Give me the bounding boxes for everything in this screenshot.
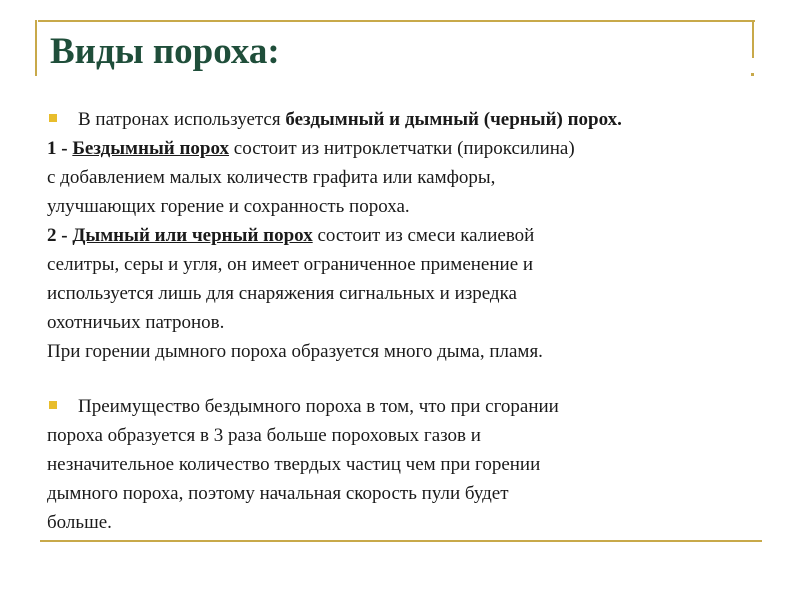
bullet-line-2 <box>47 392 767 421</box>
term-smokeless-powder: Бездымный порох <box>72 138 230 159</box>
text-line: используется лишь для снаряжения сигнальных и изредка <box>47 283 517 304</box>
text-line <box>47 134 767 163</box>
bullet-square-icon <box>49 401 57 409</box>
frame-corner-dot <box>751 73 754 76</box>
bullet-square-icon <box>49 114 57 122</box>
text-line: улучшающих горение и сохранность пороха. <box>47 196 410 217</box>
list-number: 2 - <box>47 225 73 246</box>
paragraph-spacer <box>47 366 767 392</box>
text-line: незначительное количество твердых частиц чем при горении <box>47 454 541 475</box>
text-line: пороха образуется в 3 раза больше пороховых газов и <box>47 425 481 446</box>
frame-top-line <box>38 20 755 22</box>
text-line: охотничьих патронов. <box>47 312 225 333</box>
frame-right-line <box>752 20 754 58</box>
text-line: с добавлением малых количеств графита или камфоры, <box>47 167 496 188</box>
text-segment: В патронах используется <box>78 109 286 130</box>
text-segment: состоит из нитроклетчатки (пироксилина) <box>229 138 575 159</box>
frame-bottom-line <box>40 540 762 542</box>
term-black-powder: Дымный или черный порох <box>72 225 313 246</box>
text-line: дымного пороха, поэтому начальная скорость пули будет <box>47 483 509 504</box>
bold-text-segment: бездымный и дымный (черный) порох. <box>285 109 622 130</box>
text-line: При горении дымного пороха образуется много дыма, пламя. <box>47 341 543 362</box>
text-line <box>47 221 767 250</box>
slide-title: Виды пороха: <box>50 31 280 72</box>
slide-content <box>47 105 767 537</box>
bullet-line-1 <box>47 105 767 134</box>
text-line: больше. <box>47 512 112 533</box>
text-segment: Преимущество бездымного пороха в том, что при сгорании <box>78 396 559 417</box>
list-number: 1 - <box>47 138 73 159</box>
text-line: селитры, серы и угля, он имеет ограниченное применение и <box>47 254 534 275</box>
frame-left-line <box>35 20 37 76</box>
text-segment: состоит из смеси калиевой <box>312 225 535 246</box>
